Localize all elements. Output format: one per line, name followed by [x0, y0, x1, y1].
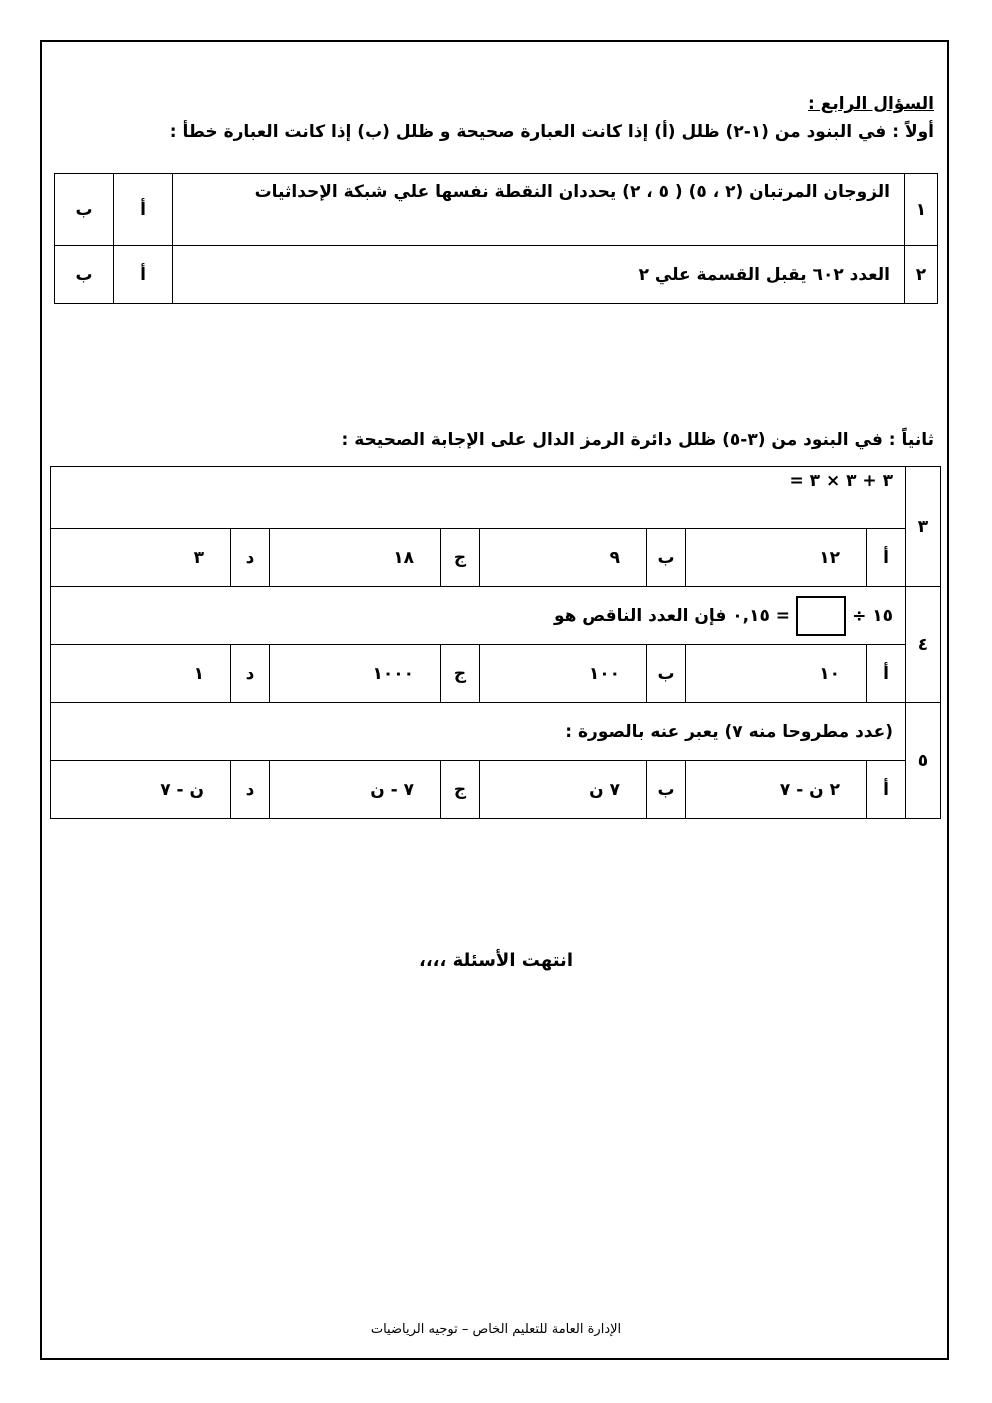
choice-value: ن - ٧: [51, 761, 231, 819]
table-row: [51, 587, 941, 645]
choice-letter[interactable]: أ: [867, 529, 906, 587]
choice-letter[interactable]: د: [231, 761, 270, 819]
option-a[interactable]: أ: [114, 246, 173, 304]
question-text: (عدد مطروحا منه ٧) يعبر عنه بالصورة :: [51, 703, 906, 761]
table-row: [51, 761, 941, 819]
multiple-choice-table: [50, 466, 941, 819]
choice-value: ٩: [480, 529, 647, 587]
choice-letter[interactable]: د: [231, 645, 270, 703]
question-text: ٣ + ٣ × ٣ =: [51, 467, 906, 529]
choice-letter[interactable]: ج: [441, 761, 480, 819]
choice-letter[interactable]: ب: [647, 761, 686, 819]
choice-value: ٧ - ن: [270, 761, 441, 819]
choice-letter[interactable]: أ: [867, 645, 906, 703]
table-row: [51, 467, 941, 529]
choice-value: ١٠٠٠: [270, 645, 441, 703]
choice-letter[interactable]: أ: [867, 761, 906, 819]
blank-box: [796, 596, 846, 636]
item-statement: الزوجان المرتبان (٢ ، ٥) ( ٥ ، ٢) يحددان النقطة نفسها علي شبكة الإحداثيات: [173, 174, 905, 246]
section-title: السؤال الرابع :: [808, 94, 934, 114]
choice-letter[interactable]: د: [231, 529, 270, 587]
item-number: ١: [905, 174, 938, 246]
table-row: [55, 174, 938, 246]
choice-letter[interactable]: ج: [441, 645, 480, 703]
question-number: ٤: [906, 587, 941, 703]
choice-value: ١: [51, 645, 231, 703]
question-number: ٣: [906, 467, 941, 587]
choice-value: ١٠٠: [480, 645, 647, 703]
choice-letter[interactable]: ب: [647, 529, 686, 587]
question-text-before: ١٥ ÷: [852, 605, 893, 626]
table-row: [51, 529, 941, 587]
item-number: ٢: [905, 246, 938, 304]
option-a[interactable]: أ: [114, 174, 173, 246]
question-text: [51, 587, 906, 645]
choice-value: ١٢: [686, 529, 867, 587]
true-false-table: [54, 173, 938, 304]
question-number: ٥: [906, 703, 941, 819]
choice-value: ٣: [51, 529, 231, 587]
table-row: [51, 703, 941, 761]
choice-letter[interactable]: ج: [441, 529, 480, 587]
choice-letter[interactable]: ب: [647, 645, 686, 703]
closing-text: انتهت الأسئلة ،،،،: [419, 950, 573, 971]
choice-value: ٢ ن - ٧: [686, 761, 867, 819]
option-b[interactable]: ب: [55, 174, 114, 246]
choice-value: ١٨: [270, 529, 441, 587]
item-statement: العدد ٦٠٢ يقبل القسمة علي ٢: [173, 246, 905, 304]
table-row: [55, 246, 938, 304]
part1-instruction: أولاً : في البنود من (١-٢) ظلل (أ) إذا كانت العبارة صحيحة و ظلل (ب) إذا كانت العبارة خطأ :: [169, 122, 934, 142]
question-text-after: = ٠,١٥ فإن العدد الناقص هو: [553, 605, 791, 626]
option-b[interactable]: ب: [55, 246, 114, 304]
part2-instruction: ثانياً : في البنود من (٣-٥) ظلل دائرة الرمز الدال على الإجابة الصحيحة :: [341, 430, 934, 450]
choice-value: ٧ ن: [480, 761, 647, 819]
page-footer: الإدارة العامة للتعليم الخاص – توجيه الرياضيات: [370, 1322, 622, 1337]
table-row: [51, 645, 941, 703]
choice-value: ١٠: [686, 645, 867, 703]
